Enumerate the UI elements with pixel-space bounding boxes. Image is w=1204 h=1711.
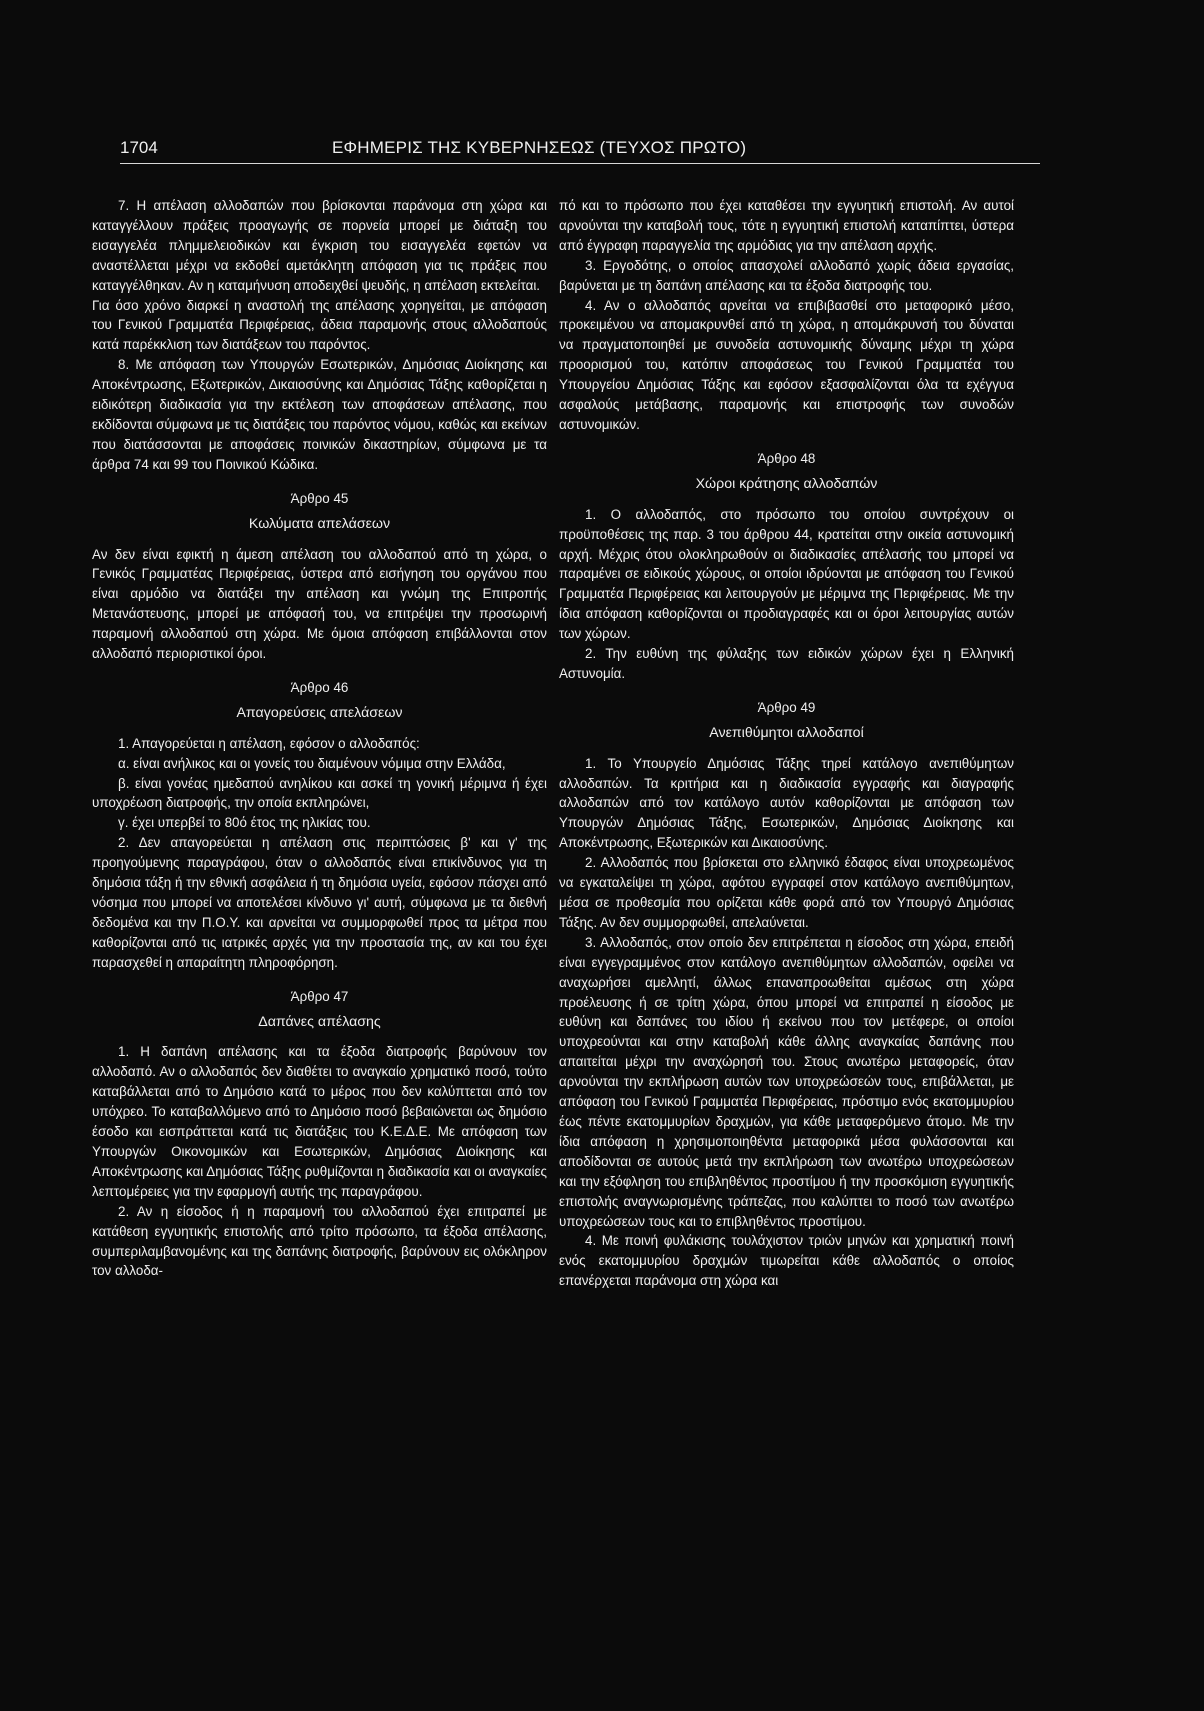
left-column bbox=[92, 196, 547, 1281]
paragraph: 2. Αλλοδαπός που βρίσκεται στο ελληνικό έδαφος είναι υποχρεωμένος να εγκαταλείψει τη χώρα, αφότου εγγραφεί στον κατάλογο ανεπιθύμητων, μέσα σε προθεσμία που ορίζεται κάθε φορά από τον Υπουργό Δημόσιας Τάξης. Αν δεν συμμορφωθεί, απελαύνεται. bbox=[559, 855, 1014, 930]
paragraph: 3. Εργοδότης, ο οποίος απασχολεί αλλοδαπό χωρίς άδεια εργασίας, βαρύνεται με τη δαπάνη απέλασης και τα έξοδα διατροφής του. bbox=[559, 257, 1014, 293]
paragraph: 4. Με ποινή φυλάκισης τουλάχιστον τριών μηνών και χρηματική ποινή ενός εκατομμυρίου δραχμών τιμωρείται κάθε αλλοδαπός ο οποίος επανέρχεται παράνομα στη χώρα και bbox=[559, 1233, 1014, 1289]
paragraph: 7. Η απέλαση αλλοδαπών που βρίσκονται παράνομα στη χώρα και καταγγέλλουν πράξεις προαγωγής σε πορνεία μπορεί με διάταξη του εισαγγελέα πλημμελειοδικών και έγκριση του εισαγγελέα εφετών να αναστέλλεται μέχρι να εκδοθεί αμετάκλητη απόφαση για τις πράξεις που καταγγέλθηκαν. Αν η καταμήνυση αποδειχθεί ψευδής, η απέλαση εκτελείται. bbox=[92, 198, 547, 293]
paragraph: γ. έχει υπερβεί το 80ό έτος της ηλικίας του. bbox=[118, 815, 371, 831]
paragraph: 8. Με απόφαση των Υπουργών Εσωτερικών, Δημόσιας Διοίκησης και Αποκέντρωσης, Εξωτερικών, Δικαιοσύνης και Δημόσιας Τάξης καθορίζεται η ειδικότερη διαδικασία για την εκτέλεση των αποφάσεων απέλασης, που εκδίδονται σύμφωνα με τις διατάξεις του παρόντος νόμου, καθώς και εκείνων που διατάσσονται με αποφάσεις ποινικών δικαστηρίων, σύμφωνα με τα άρθρα 74 και 99 του Ποινικού Κώδικα. bbox=[92, 357, 547, 472]
paragraph: Για όσο χρόνο διαρκεί η αναστολή της απέλασης χορηγείται, με απόφαση του Γενικού Γραμματέα Περιφέρειας, άδεια παραμονής στους αλλοδαπούς κατά παρέκκλιση των διατάξεων του παρόντος. bbox=[92, 297, 547, 353]
header-rule bbox=[120, 163, 1040, 164]
article-subtitle: Κωλύματα απελάσεων bbox=[248, 515, 391, 532]
paragraph: 4. Αν ο αλλοδαπός αρνείται να επιβιβασθεί στο μεταφορικό μέσο, προκειμένου να απομακρυνθεί από τη χώρα, η απομάκρυνσή του δύναται να πραγματοποιηθεί με συνοδεία αστυνομικής δύναμης μέχρι τη χώρα προορισμού του, κατόπιν αποφάσεως του Γενικού Γραμματέα του Υπουργείου Δημόσιας Τάξης και εφόσον εξασφαλίζονται όλα τα εχέγγυα ασφαλούς μετάβασης, παραμονής και επιστροφής των συνοδών αστυνομικών. bbox=[559, 297, 1014, 432]
article-subtitle: Χώροι κράτησης αλλοδαπών bbox=[695, 475, 878, 492]
paragraph: 2. Δεν απαγορεύεται η απέλαση στις περιπτώσεις β' και γ' της προηγούμενης παραγράφου, όταν ο αλλοδαπός είναι επικίνδυνος για τη δημόσια τάξη ή την εθνική ασφάλεια ή τη δημόσια υγεία, εφόσον πάσχει από νόσημα που μπορεί να αποτελέσει κίνδυνο γι' αυτή, σύμφωνα με τα διεθνή δεδομένα και την Π.Ο.Υ. και αρνείται να συμμορφωθεί προς τα μέτρα που καθορίζονται από τις ιατρικές αρχές για την προστασία της, αν και του έχει παρασχεθεί η απαραίτητη πληροφόρηση. bbox=[92, 835, 547, 970]
paragraph: πό και το πρόσωπο που έχει καταθέσει την εγγυητική επιστολή. Αν αυτοί αρνούνται την καταβολή τους, τότε η εγγυητική επιστολή καταπίπτει, ύστερα από έγγραφη παραγγελία της αρμόδιας για την απέλαση αρχής. bbox=[559, 198, 1014, 253]
article-subtitle: Απαγορεύσεις απελάσεων bbox=[236, 704, 403, 721]
gazette-title: ΕΦΗΜΕΡΙΣ ΤΗΣ ΚΥΒΕΡΝΗΣΕΩΣ (ΤΕΥΧΟΣ ΠΡΩΤΟ) bbox=[332, 138, 747, 157]
paragraph: 1. Το Υπουργείο Δημόσιας Τάξης τηρεί κατάλογο ανεπιθύμητων αλλοδαπών. Τα κριτήρια και η διαδικασία εγγραφής και διαγραφής αλλοδαπών από τον κατάλογο αυτόν καθορίζονται με απόφαση των Υπουργών Δημόσιας Τάξης, Εσωτερικών, Δημόσιας Διοίκησης και Αποκέντρωσης, Εξωτερικών και Δικαιοσύνης. bbox=[559, 755, 1014, 851]
right-column bbox=[559, 196, 1014, 1291]
paragraph: β. είναι γονέας ημεδαπού ανηλίκου και ασκεί τη γονική μέριμνα ή έχει υποχρέωση διατροφής, την οποία εκπληρώνει, bbox=[92, 775, 547, 811]
article-subtitle: Ανεπιθύμητοι αλλοδαποί bbox=[709, 724, 864, 741]
page-header bbox=[120, 138, 1040, 164]
article-title: Άρθρο 47 bbox=[290, 988, 349, 1004]
page-number: 1704 bbox=[120, 138, 158, 157]
article-title: Άρθρο 46 bbox=[290, 679, 349, 695]
paragraph: 1. Η δαπάνη απέλασης και τα έξοδα διατροφής βαρύνουν τον αλλοδαπό. Αν ο αλλοδαπός δεν διαθέτει το αναγκαίο χρηματικό ποσό, τούτο καταβάλλεται από το Δημόσιο κατά το μέρος που δεν καλύπτεται από τον υπόχρεο. Το καταβαλλόμενο από το Δημόσιο ποσό βεβαιώνεται ως δημόσιο έσοδο και εισπράττεται κατά τις διατάξεις του Κ.Ε.Δ.Ε. Με απόφαση των Υπουργών Οικονομικών και Εσωτερικών, Δημόσιας Διοίκησης και Αποκέντρωσης και Δημόσιας Τάξης ρυθμίζονται η διαδικασία και οι αναγκαίες λεπτομέρειες για την εφαρμογή αυτής της παραγράφου. bbox=[92, 1044, 547, 1199]
paragraph: 2. Αν η είσοδος ή η παραμονή του αλλοδαπού έχει επιτραπεί με κατάθεση εγγυητικής επιστολής από τρίτο πρόσωπο, τα έξοδα απέλασης, συμπεριλαμβανομένης και της δαπάνης διατροφής, βαρύνουν εις ολόκληρον τον αλλοδα- bbox=[92, 1203, 547, 1279]
article-title: Άρθρο 49 bbox=[757, 699, 816, 715]
paragraph: 1. Ο αλλοδαπός, στο πρόσωπο του οποίου συντρέχουν οι προϋποθέσεις της παρ. 3 του άρθρου 44, κρατείται στην οικεία αστυνομική αρχή. Μέχρις ότου ολοκληρωθούν οι διαδικασίες απέλασής του μπορεί να παραμένει σε ειδικούς χώρους, οι οποίοι ιδρύονται με απόφαση του Γενικού Γραμματέα Περιφέρειας και λειτουργούν με μέριμνα της Περιφέρειας. Με την ίδια απόφαση καθορίζονται οι προδιαγραφές και οι όροι λειτουργίας αυτών των χώρων. bbox=[559, 506, 1014, 642]
article-subtitle: Δαπάνες απέλασης bbox=[258, 1013, 381, 1030]
paragraph: 2. Την ευθύνη της φύλαξης των ειδικών χώρων έχει η Ελληνική Αστυνομία. bbox=[559, 646, 1014, 681]
paragraph: 1. Απαγορεύεται η απέλαση, εφόσον ο αλλοδαπός: bbox=[118, 735, 420, 751]
paragraph: Αν δεν είναι εφικτή η άμεση απέλαση του αλλοδαπού από τη χώρα, ο Γενικός Γραμματέας Περιφέρειας, ύστερα από εισήγηση του οργάνου που είναι αρμόδιο να διατάξει την απέλαση και γνώμη της Επιτροπής Μετανάστευσης, μπορεί με απόφασή του, να επιτρέψει την προσωρινή παραμονή αλλοδαπού στη χώρα. Με όμοια απόφαση επιβάλλονται στον αλλοδαπό περιοριστικοί όροι. bbox=[92, 546, 547, 662]
article-title: Άρθρο 45 bbox=[290, 490, 349, 506]
article-title: Άρθρο 48 bbox=[757, 450, 816, 466]
paragraph: 3. Αλλοδαπός, στον οποίο δεν επιτρέπεται η είσοδος στη χώρα, επειδή είναι εγγεγραμμένος στον κατάλογο ανεπιθύμητων αλλοδαπών, οφείλει να αναχωρήσει αμελλητί, άλλως επαναπροωθείται αμέσως στη χώρα προέλευσης ή σε τρίτη χώρα, όπου μπορεί να επιτραπεί η είσοδος με ευθύνη και δαπάνες του ιδίου ή εκείνου που τον μετέφερε, οι οποίοι υποχρεούνται και στην καταβολή κάθε άλλης αναγκαίας δαπάνης που απαιτείται μέχρι την αναχώρησή του. Στους ανωτέρω μεταφορείς, όταν αρνούνται την εκπλήρωση αυτών των υποχρεώσεών τους, επιβάλλεται, με απόφαση του Γενικού Γραμματέα Περιφέρειας, πρόστιμο ενός εκατομμυρίου έως πέντε εκατομμυρίων δραχμών, για κάθε μεταφερόμενο άτομο. Με την ίδια απόφαση η χρησιμοποιηθέντα μεταφορικά μέσα φυλάσσονται και αποδίδονται σε αυτούς μετά την εκπλήρωση των ανωτέρω υποχρεώσεων και την εξόφληση του επιβληθέντος προστίμου ή την προσκόμιση εγγυητικής επιστολής αναγνωρισμένης τράπεζας, που καλύπτει το ποσό των ανωτέρω υποχρεώσεων τους και το επιβληθέντος προστίμου. bbox=[559, 934, 1014, 1229]
paragraph: α. είναι ανήλικος και οι γονείς του διαμένουν νόμιμα στην Ελλάδα, bbox=[118, 755, 506, 771]
